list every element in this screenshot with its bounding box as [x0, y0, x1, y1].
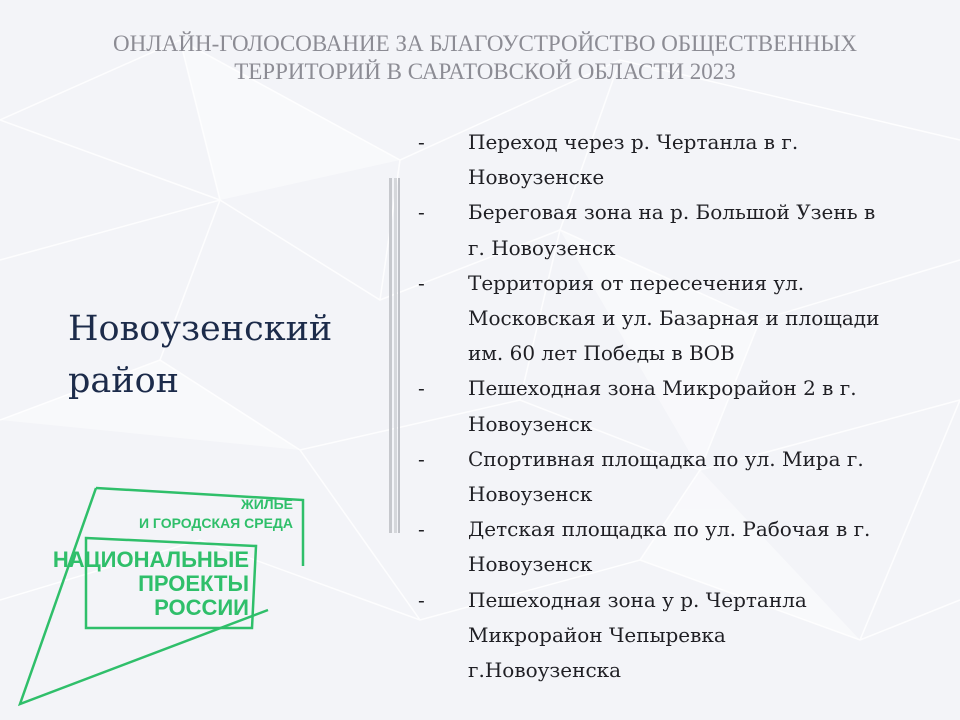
list-item	[414, 442, 944, 512]
list-item-line: Московская и ул. Базарная и площади	[468, 306, 880, 331]
list-item-line: Территория от пересечения ул.	[468, 270, 805, 295]
list-item-line: Детская площадка по ул. Рабочая в г.	[468, 517, 871, 542]
list-bullet: -	[418, 200, 425, 225]
list-item-line: г.Новоузенска	[468, 658, 622, 683]
list-item-line: Спортивная площадка по ул. Мира г.	[468, 446, 864, 471]
list-bullet: -	[418, 446, 425, 471]
list-item	[414, 371, 944, 441]
district-name-line-1: Новоузенский	[68, 309, 333, 349]
territory-list	[414, 125, 944, 688]
page-title	[40, 30, 930, 86]
list-item-line: Переход через р. Чертанла в г.	[468, 130, 799, 154]
district-name-line-2: район	[68, 361, 179, 401]
page-title-line-2: ТЕРРИТОРИЙ В САРАТОВСКОЙ ОБЛАСТИ 2023	[234, 59, 736, 84]
list-item	[414, 512, 944, 582]
list-item-line: Новоузенск	[468, 482, 593, 507]
list-item	[414, 195, 944, 265]
logo-main-line-2: ПРОЕКТЫ	[138, 571, 249, 596]
list-item-line: Новоузенске	[468, 165, 605, 190]
list-bullet: -	[418, 376, 425, 401]
logo-top-line-2: И ГОРОДСКАЯ СРЕДА	[138, 515, 293, 531]
list-item-line: Новоузенск	[468, 552, 593, 577]
list-item	[414, 125, 944, 195]
page-title-line-1: ОНЛАЙН-ГОЛОСОВАНИЕ ЗА БЛАГОУСТРОЙСТВО ОБЩЕСТВЕННЫХ	[112, 31, 858, 56]
list-bullet: -	[418, 517, 425, 542]
list-item	[414, 266, 944, 372]
list-item-line: им. 60 лет Победы в ВОВ	[468, 341, 735, 366]
list-bullet: -	[418, 270, 425, 295]
list-item-line: г. Новоузенск	[468, 235, 616, 260]
list-bullet: -	[418, 587, 425, 612]
list-item-line: Береговая зона на р. Большой Узень в	[468, 200, 876, 225]
list-item-line: Новоузенск	[468, 411, 593, 436]
national-projects-logo	[0, 478, 320, 718]
list-bullet: -	[418, 130, 425, 154]
list-item	[414, 583, 944, 689]
vertical-divider	[389, 178, 401, 533]
logo-main-line-1: НАЦИОНАЛЬНЫЕ	[52, 547, 249, 572]
logo-main-line-3: РОССИИ	[154, 595, 249, 620]
district-name	[68, 303, 388, 407]
list-item-line: Микрорайон Чепыревка	[468, 622, 726, 647]
list-item-line: Пешеходная зона у р. Чертанла	[468, 587, 807, 612]
logo-top-line-1: ЖИЛЬЕ	[241, 496, 293, 512]
list-item-line: Пешеходная зона Микрорайон 2 в г.	[468, 376, 857, 401]
